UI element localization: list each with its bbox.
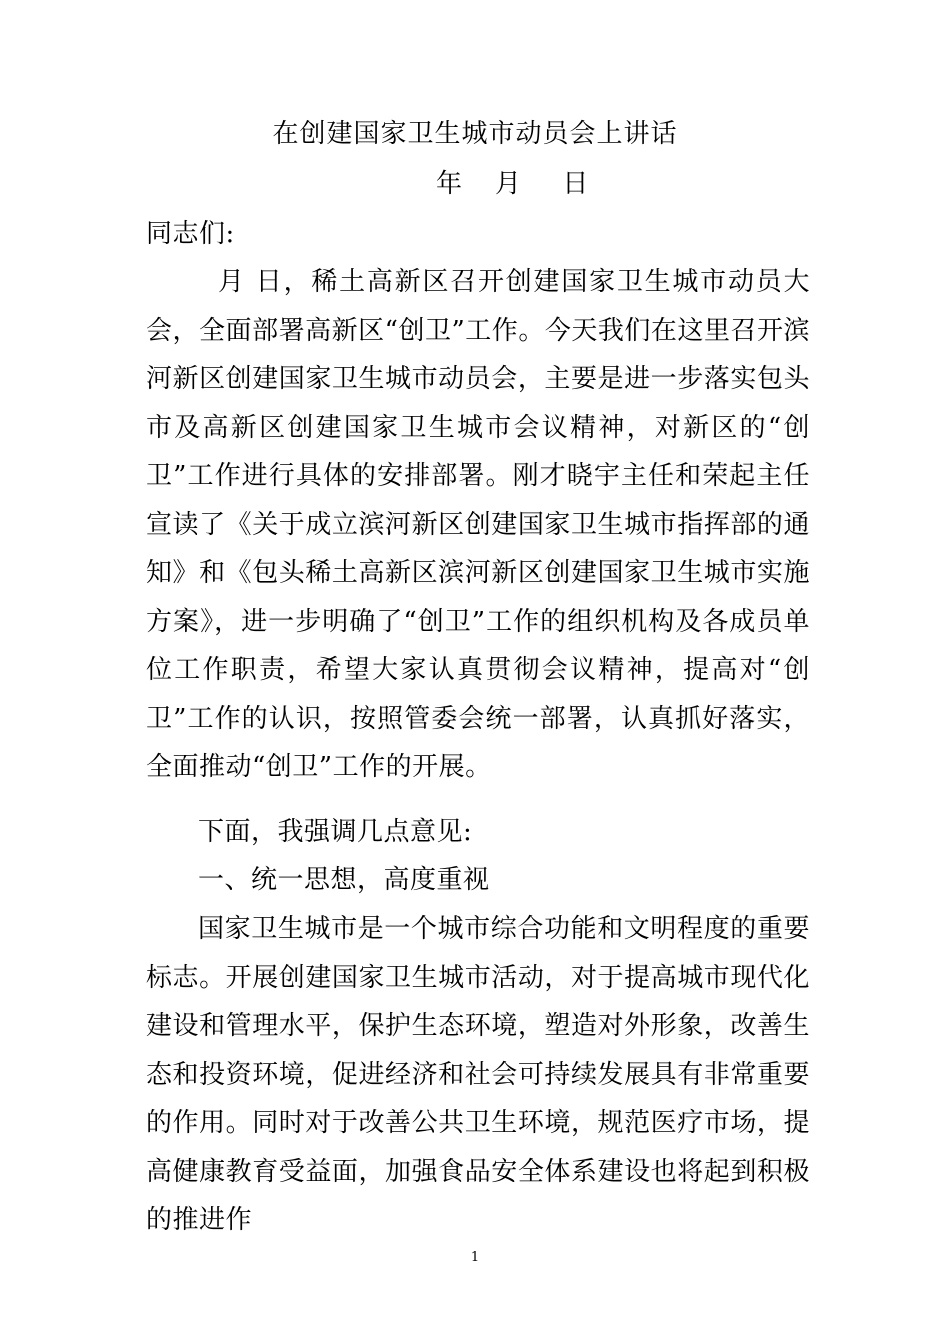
paragraph-section-1: 国家卫生城市是一个城市综合功能和文明程度的重要标志。开展创建国家卫生城市活动，对于提高城市现代化建设和管理水平，保护生态环境，塑造对外形象，改善生态和投资环境，促进经济和社会可持续发展具有非常重要的作用。同时对于改善公共卫生环境，规范医疗市场，提高健康教育受益面，加强食品安全体系建设也将起到积极的推进作 [146,914,810,1235]
salutation: 同志们: [146,219,235,249]
section-heading-1: 一、统一思想，高度重视 [198,865,490,895]
page-number: 1 [470,1250,480,1265]
document-title: 在创建国家卫生城市动员会上讲话 [272,119,678,149]
date-line: 年 月 日 [436,169,589,199]
paragraph-transition: 下面，我强调几点意见: [198,817,473,847]
paragraph-intro: 月 日，稀土高新区召开创建国家卫生城市动员大会，全面部署高新区“创卫”工作。今天我们在这里召开滨河新区创建国家卫生城市动员会，主要是进一步落实包头市及高新区创建国家卫生城市会议精神，对新区的“创卫”工作进行具体的安排部署。刚才晓宇主任和荣起主任宣读了《关于成立滨河新区创建国家卫生城市指挥部的通知》和《包头稀土高新区滨河新区创建国家卫生城市实施方案》，进一步明确了“创卫”工作的组织机构及各成员单位工作职责，希望大家认真贯彻会议精神，提高对“创卫”工作的认识，按照管委会统一部署，认真抓好落实，全面推动“创卫”工作的开展。 [146,267,810,782]
